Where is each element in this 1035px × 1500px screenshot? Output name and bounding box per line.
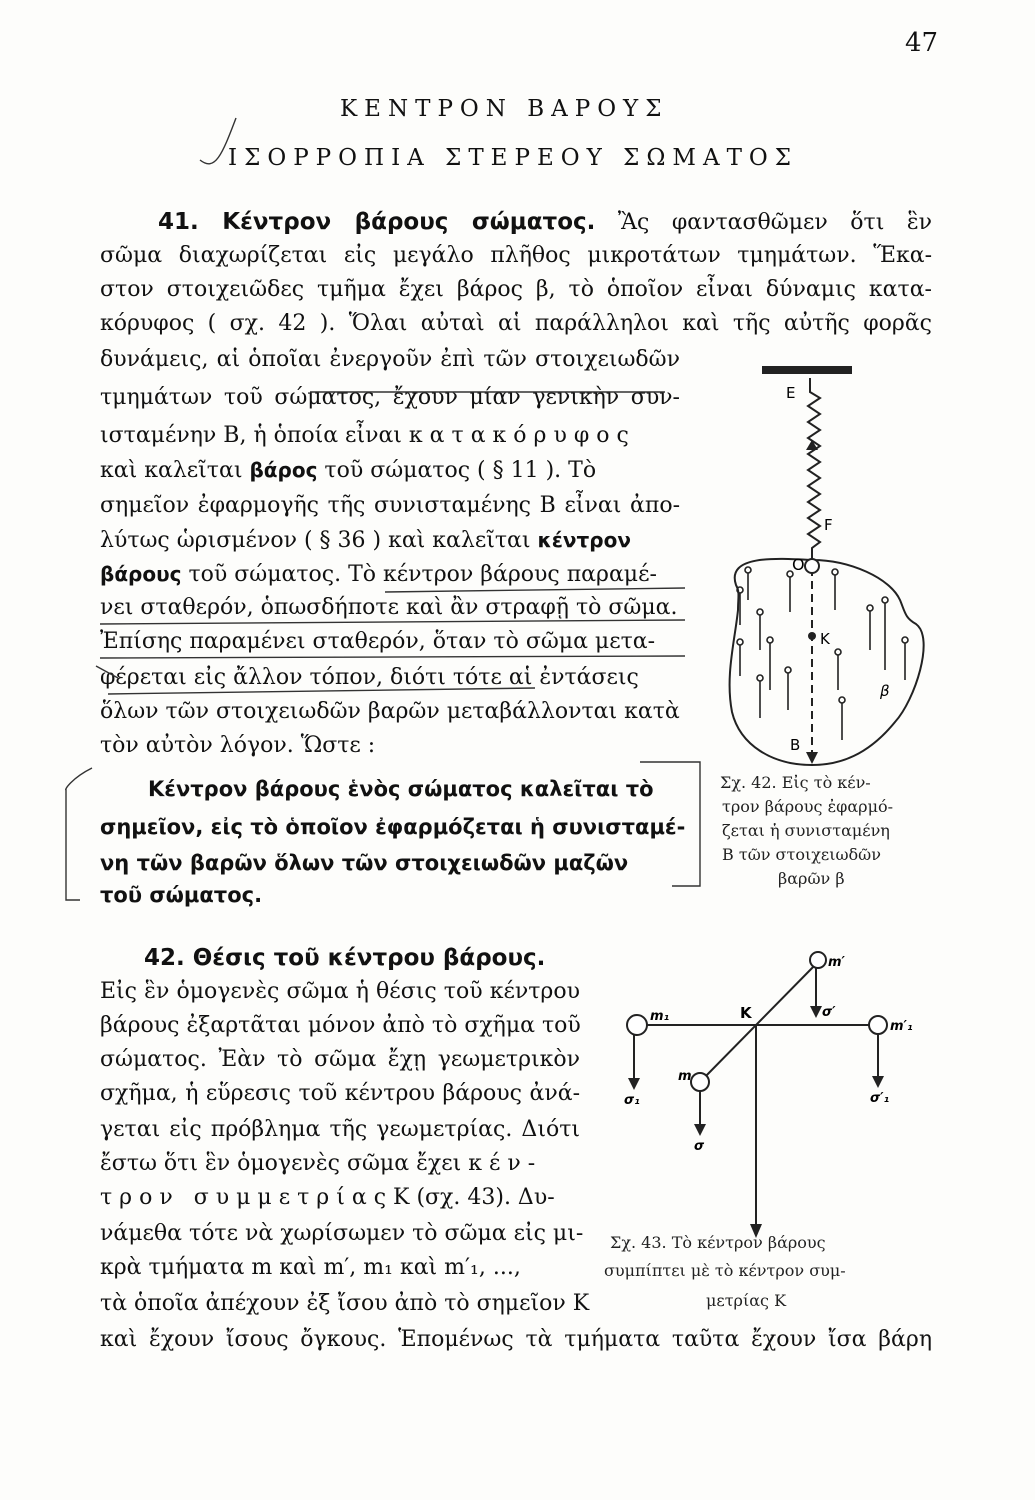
text-line: σχῆμα, ἡ εὕρεσις τοῦ κέντρου βάρους ἀνά- (100, 1081, 580, 1106)
text-line: στον στοιχειῶδες τμῆμα ἔχει βάρος β, τὸ ὁποῖον εἶναι δύναμις κατα- (100, 277, 932, 302)
text-line: σῶμα διαχωρίζεται εἰς μεγάλο πλῆθος μικροτάτων τμημάτων. Ἕκα- (100, 243, 932, 268)
label-s1: σ₁ (624, 1093, 640, 1108)
text-span: Ἂς φαντασθῶμεν ὅτι ἓν (617, 210, 933, 235)
label-m1: m₁ (650, 1009, 670, 1024)
label-e: E (786, 384, 796, 402)
bold-term: κέντρον (537, 528, 631, 552)
figure-42 (690, 360, 950, 770)
chapter-subtitle: ΙΣΟΡΡΟΠΙΑ ΣΤΕΡΕΟΥ ΣΩΜΑΤΟΣ (228, 145, 799, 171)
text-line: σώματος. Ἐὰν τὸ σῶμα ἔχῃ γεωμετρικὸν (100, 1047, 580, 1072)
caption-line: τρον βάρους ἐφαρμό- (722, 797, 894, 816)
text-line: γεται εἰς πρόβλημα τῆς γεωμετρίας. Διότι (100, 1117, 580, 1142)
label-sp: σ′ (822, 1005, 836, 1020)
caption-line: Σχ. 43. Τὸ κέντρον βάρους (610, 1233, 826, 1252)
text-line: τὸν αὐτὸν λόγον. Ὥστε : (100, 733, 376, 758)
label-f: F (824, 516, 833, 534)
definition-line: Κέντρον βάρους ἑνὸς σώματος καλεῖται τὸ (148, 777, 654, 801)
definition-line: νη τῶν βαρῶν ὅλων τῶν στοιχειωδῶν μαζῶν (100, 851, 629, 875)
text-line: ὅλων τῶν στοιχειωδῶν βαρῶν μεταβάλλονται κατὰ (100, 699, 680, 724)
pencil-checkmark (200, 118, 236, 164)
spring (808, 378, 820, 560)
point-o (805, 559, 819, 573)
text-span: ἔστω ὅτι ἓν ὁμογενὲς σῶμα ἔχει (100, 1151, 462, 1176)
section-heading: 41. Κέντρον βάρους σώματος. (158, 209, 596, 235)
text-span: λύτως ὡρισμένον ( § 36 ) καὶ καλεῖται (100, 528, 531, 553)
pencil-tick (96, 666, 118, 678)
spaced-word: κατακόρυφος (408, 423, 636, 448)
text-span: καὶ καλεῖται (100, 458, 243, 483)
text-line: φέρεται εἰς ἄλλον τόπον, διότι τότε αἱ ἐντάσεις (100, 665, 639, 690)
text-span: τοῦ σώματος. Τὸ κέντρον βάρους παραμέ- (188, 562, 657, 587)
spaced-word: κέν- (468, 1151, 543, 1176)
label-k: K (820, 630, 830, 648)
mass-m (691, 1073, 709, 1091)
label-m1-prime: m′₁ (890, 1019, 913, 1034)
caption-line: βαρῶν β (778, 869, 845, 888)
underline-mark (100, 656, 685, 658)
mass-m1-prime (869, 1016, 887, 1034)
definition-line: σημεῖον, εἰς τὸ ὁποῖον ἐφαρμόζεται ἡ συνισταμέ- (100, 815, 686, 839)
caption-line: ζεται ἡ συνισταμένη (722, 821, 890, 840)
bold-term: βάρος (249, 458, 318, 482)
text-line: νει σταθερόν, ὁπωσδήποτε καὶ ἂν στραφῇ τὸ σῶμα. (100, 595, 678, 620)
text-line: βάρους ἐξαρτᾶται μόνον ἀπὸ τὸ σχῆμα τοῦ (100, 1013, 581, 1038)
label-s: σ (694, 1139, 705, 1154)
definition-line: τοῦ σώματος. (100, 883, 263, 907)
label-m-prime: m′ (828, 955, 845, 970)
arrow-f (806, 440, 818, 450)
underline-mark (108, 688, 535, 694)
caption-line: Β τῶν στοιχειωδῶν (722, 845, 881, 864)
text-line: κόρυφος ( σχ. 42 ). Ὅλαι αὐταὶ αἱ παράλληλοι καὶ τῆς αὐτῆς φορᾶς (100, 311, 932, 336)
label-o: O (792, 555, 805, 574)
text-line: νάμεθα τότε νὰ χωρίσωμεν τὸ σῶμα εἰς μι- (100, 1221, 584, 1246)
label-k: K (740, 1004, 752, 1022)
figure-43 (600, 940, 920, 1240)
mass-m-prime (810, 952, 826, 968)
text-line: Ἐπίσης παραμένει σταθερόν, ὅταν τὸ σῶμα μετα- (100, 629, 656, 654)
text-line: Εἰς ἓν ὁμογενὲς σῶμα ἡ θέσις τοῦ κέντρου (100, 979, 580, 1004)
caption-line: μετρίας Κ (706, 1291, 787, 1310)
label-s1-prime: σ′₁ (870, 1091, 890, 1106)
text-line: δυνάμεις, αἱ ὁποῖαι ἐνεργοῦν ἐπὶ τῶν στοιχειωδῶν (100, 347, 680, 372)
underline-mark (385, 588, 685, 592)
label-m: m (678, 1069, 692, 1084)
page-number: 47 (905, 28, 939, 58)
spaced-word: τρον συμμετρίας (100, 1185, 394, 1210)
margin-bracket (66, 768, 92, 900)
label-beta: β (880, 682, 890, 700)
section-heading: 42. Θέσις τοῦ κέντρου βάρους. (144, 945, 546, 971)
text-span: ισταμένην Β, ἡ ὁποία εἶναι (100, 423, 402, 448)
caption-line: Σχ. 42. Εἰς τὸ κέν- (720, 773, 871, 792)
text-line: σημεῖον ἐφαρμογῆς τῆς συνισταμένης Β εἶναι ἀπο- (100, 493, 680, 518)
text-line: τὰ ὁποῖα ἀπέχουν ἐξ ἴσου ἀπὸ τὸ σημεῖον Κ (100, 1291, 590, 1316)
ceiling-support (762, 366, 852, 374)
bold-term: βάρους (100, 562, 182, 586)
center-of-mass-k (808, 632, 816, 640)
underline-mark (100, 620, 685, 624)
chapter-title: ΚΕΝΤΡΟΝ ΒΑΡΟΥΣ (340, 96, 669, 122)
text-span: τοῦ σώματος ( § 11 ). Τὸ (324, 458, 597, 483)
margin-bracket (640, 762, 700, 886)
mass-m1 (627, 1015, 647, 1035)
text-line: κρὰ τμήματα m καὶ m′, m₁ καὶ m′₁, ..., (100, 1255, 521, 1280)
body-outline (730, 559, 924, 765)
text-line (100, 1150, 542, 1178)
text-line: καὶ ἔχουν ἴσους ὄγκους. Ἑπομένως τὰ τμήματα ταῦτα ἔχουν ἴσα βάρη (100, 1327, 932, 1352)
text-line (100, 1184, 555, 1212)
text-span: Κ (σχ. 43). Δυ- (393, 1185, 555, 1210)
caption-line: συμπίπτει μὲ τὸ κέντρον συμ- (604, 1261, 846, 1280)
text-line: τμημάτων τοῦ σώματος, ἔχουν μίαν γενικὴν συν- (100, 385, 680, 410)
label-b: B (790, 736, 801, 754)
arrow-b (806, 752, 818, 764)
axis-m-mp (700, 962, 818, 1082)
